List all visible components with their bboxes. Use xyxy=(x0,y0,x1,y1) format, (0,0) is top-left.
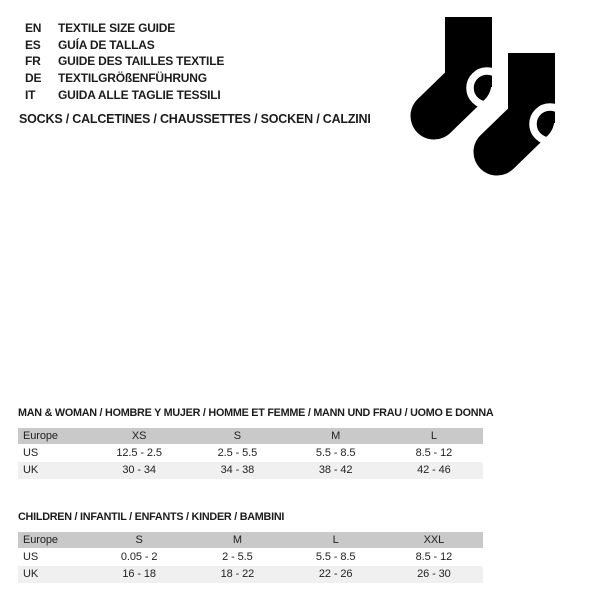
size-cell: 5.5 - 8.5 xyxy=(315,550,356,563)
table-row-us xyxy=(18,548,483,566)
language-label: GUIDA ALLE TAGLIE TESSILI xyxy=(58,87,221,102)
size-cell: 22 - 26 xyxy=(318,568,353,581)
region-cell: US xyxy=(23,550,39,563)
column-header-size: XXL xyxy=(385,532,483,548)
language-row xyxy=(25,20,224,37)
language-label: TEXTILGRÖßENFÜHRUNG xyxy=(58,71,207,86)
size-cell: 8.5 - 12 xyxy=(415,446,453,459)
size-cell: 42 - 46 xyxy=(417,464,451,477)
language-row xyxy=(25,86,224,103)
language-code: FR xyxy=(25,54,41,69)
column-header-size: M xyxy=(188,532,286,548)
size-table-section-children xyxy=(18,511,483,583)
region-cell: US xyxy=(23,446,39,459)
column-header-size: XS xyxy=(90,428,188,444)
language-row xyxy=(25,70,224,87)
language-label: GUIDE DES TAILLES TEXTILE xyxy=(58,54,225,69)
size-cell: 30 - 34 xyxy=(122,464,156,477)
size-cell: 34 - 38 xyxy=(220,464,255,477)
table-header-row xyxy=(18,428,483,444)
socks-icon xyxy=(405,17,565,189)
language-code: ES xyxy=(25,37,41,52)
language-code: DE xyxy=(25,71,42,86)
category-line: SOCKS / CALCETINES / CHAUSSETTES / SOCKEN / CALZINI xyxy=(19,112,371,126)
column-header-size: S xyxy=(90,532,188,548)
size-cell: 18 - 22 xyxy=(220,568,255,581)
size-table-children xyxy=(18,532,483,583)
column-header-size: L xyxy=(385,428,483,444)
language-label: TEXTILE SIZE GUIDE xyxy=(58,21,176,36)
language-code: IT xyxy=(25,87,36,102)
size-table-section-adult xyxy=(18,407,494,479)
table-title-children: CHILDREN / INFANTIL / ENFANTS / KINDER / BAMBINI xyxy=(18,511,285,523)
table-row-uk xyxy=(18,566,483,584)
language-list xyxy=(25,20,224,103)
column-header-size: M xyxy=(287,428,385,444)
sock-front xyxy=(497,53,565,152)
language-code: EN xyxy=(25,21,42,36)
size-cell: 26 - 30 xyxy=(417,568,451,581)
column-header-size: L xyxy=(287,532,385,548)
table-row-us xyxy=(18,444,483,462)
table-header-row xyxy=(18,532,483,548)
size-cell: 0.05 - 2 xyxy=(120,550,158,563)
language-row xyxy=(25,53,224,70)
region-cell: UK xyxy=(23,464,39,477)
size-cell: 2 - 5.5 xyxy=(222,550,253,563)
size-table-adult xyxy=(18,428,483,479)
size-cell: 12.5 - 2.5 xyxy=(116,446,162,459)
table-title-adult: MAN & WOMAN / HOMBRE Y MUJER / HOMME ET FEMME / MANN UND FRAU / UOMO E DONNA xyxy=(18,407,494,419)
size-cell: 38 - 42 xyxy=(318,464,353,477)
column-header-europe: Europe xyxy=(18,532,90,548)
sock-back xyxy=(434,17,504,116)
region-cell: UK xyxy=(23,568,39,581)
size-cell: 16 - 18 xyxy=(122,568,156,581)
table-row-uk xyxy=(18,462,483,480)
size-cell: 8.5 - 12 xyxy=(415,550,453,563)
language-row xyxy=(25,37,224,54)
column-header-europe: Europe xyxy=(18,428,90,444)
size-cell: 2.5 - 5.5 xyxy=(217,446,258,459)
size-cell: 5.5 - 8.5 xyxy=(315,446,356,459)
column-header-size: S xyxy=(188,428,286,444)
language-label: GUÍA DE TALLAS xyxy=(58,37,155,52)
